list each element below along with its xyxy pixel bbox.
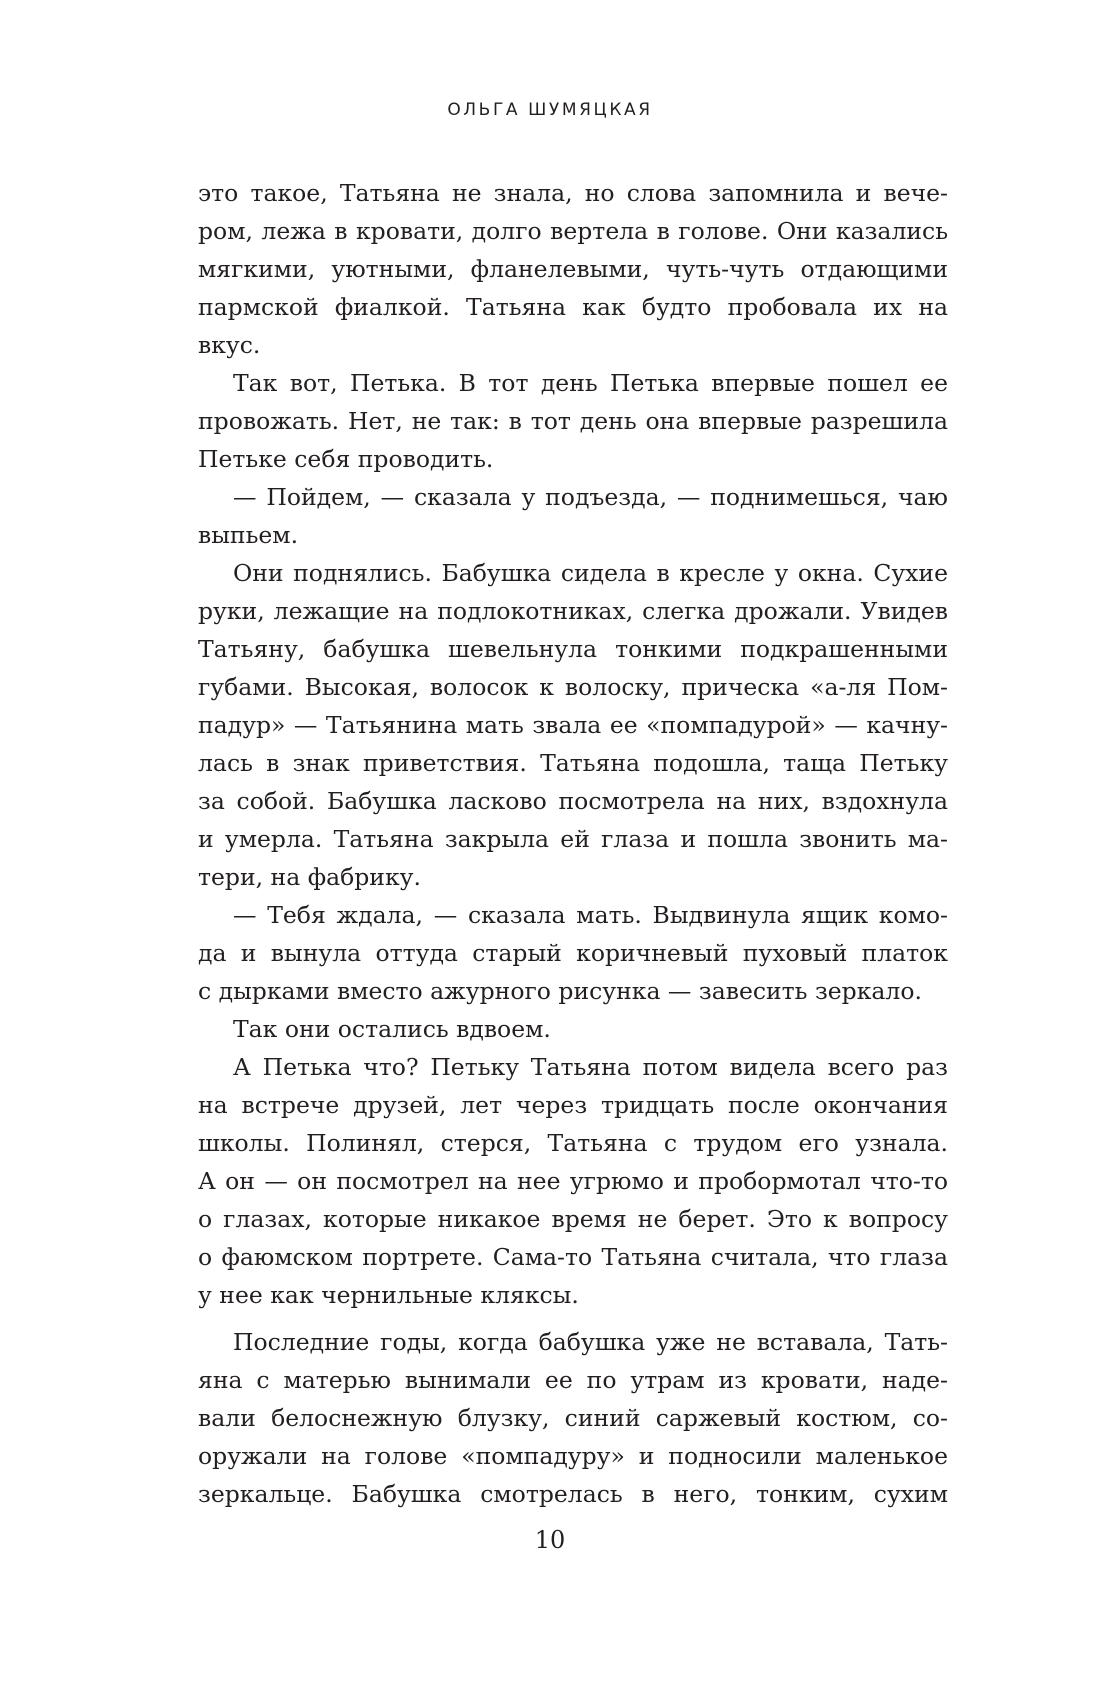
text-line: школы. Полинял, стерся, Татьяна с трудом его узнала. <box>198 1129 948 1157</box>
text-line: Последние годы, когда бабушка уже не вставала, Тать- <box>233 1328 948 1356</box>
text-line: падур» — Татьянина мать звала ее «помпадурой» — качну- <box>198 711 948 739</box>
text-line: — Пойдем, — сказала у подъезда, — поднимешься, чаю <box>233 483 948 511</box>
text-line: лась в знак приветствия. Татьяна подошла, таща Петьку <box>198 749 948 777</box>
text-line: это такое, Татьяна не знала, но слова запомнила и вече- <box>198 179 948 207</box>
text-line: пармской фиалкой. Татьяна как будто пробовала их на <box>198 293 948 321</box>
body-text <box>198 174 948 1513</box>
page-number: 10 <box>534 1526 566 1554</box>
text-line: выпьем. <box>198 521 299 549</box>
text-line: за собой. Бабушка ласково посмотрела на них, вздохнула <box>198 787 948 815</box>
text-line: Так вот, Петька. В тот день Петька впервые пошел ее <box>233 369 948 397</box>
text-line: Они поднялись. Бабушка сидела в кресле у окна. Сухие <box>233 559 948 587</box>
text-line: — Тебя ждала, — сказала мать. Выдвинула ящик комо- <box>233 901 948 929</box>
text-line: вкус. <box>198 331 261 359</box>
text-line: яна с матерью вынимали ее по утрам из кровати, наде- <box>198 1366 948 1394</box>
text-line: Петьке себя проводить. <box>198 445 494 473</box>
text-line: да и вынула оттуда старый коричневый пуховый платок <box>198 939 948 967</box>
text-line: на встрече друзей, лет через тридцать после окончания <box>198 1091 948 1119</box>
text-line: руки, лежащие на подлокотниках, слегка дрожали. Увидев <box>198 597 948 625</box>
text-line: о фаюмском портрете. Сама-то Татьяна считала, что глаза <box>198 1243 948 1271</box>
text-line: А Петька что? Петьку Татьяна потом видела всего раз <box>233 1053 948 1081</box>
text-line: мягкими, уютными, фланелевыми, чуть-чуть отдающими <box>198 255 948 283</box>
text-line: провожать. Нет, не так: в тот день она впервые разрешила <box>198 407 948 435</box>
text-line: губами. Высокая, волосок к волоску, прическа «а-ля Пом- <box>198 673 948 701</box>
text-line: зеркальце. Бабушка смотрелась в него, тонким, сухим <box>198 1480 948 1508</box>
text-line: тери, на фабрику. <box>198 863 421 891</box>
text-line: и умерла. Татьяна закрыла ей глаза и пошла звонить ма- <box>198 825 948 853</box>
text-line: А он — он посмотрел на нее угрюмо и пробормотал что-то <box>198 1167 948 1195</box>
text-line: о глазах, которые никакое время не берет. Это к вопросу <box>198 1205 948 1233</box>
running-header-author: ОЛЬГА ШУМЯЦКАЯ <box>447 100 653 120</box>
text-line: Так они остались вдвоем. <box>233 1015 551 1043</box>
text-line: ром, лежа в кровати, долго вертела в голове. Они казались <box>198 217 948 245</box>
text-line: Татьяну, бабушка шевельнула тонкими подкрашенными <box>198 635 948 663</box>
text-line: вали белоснежную блузку, синий саржевый костюм, со- <box>198 1404 948 1432</box>
text-line: оружали на голове «помпадуру» и подносили маленькое <box>198 1442 948 1470</box>
text-line: у нее как чернильные кляксы. <box>198 1281 579 1309</box>
text-line: с дырками вместо ажурного рисунка — завесить зеркало. <box>198 977 922 1005</box>
